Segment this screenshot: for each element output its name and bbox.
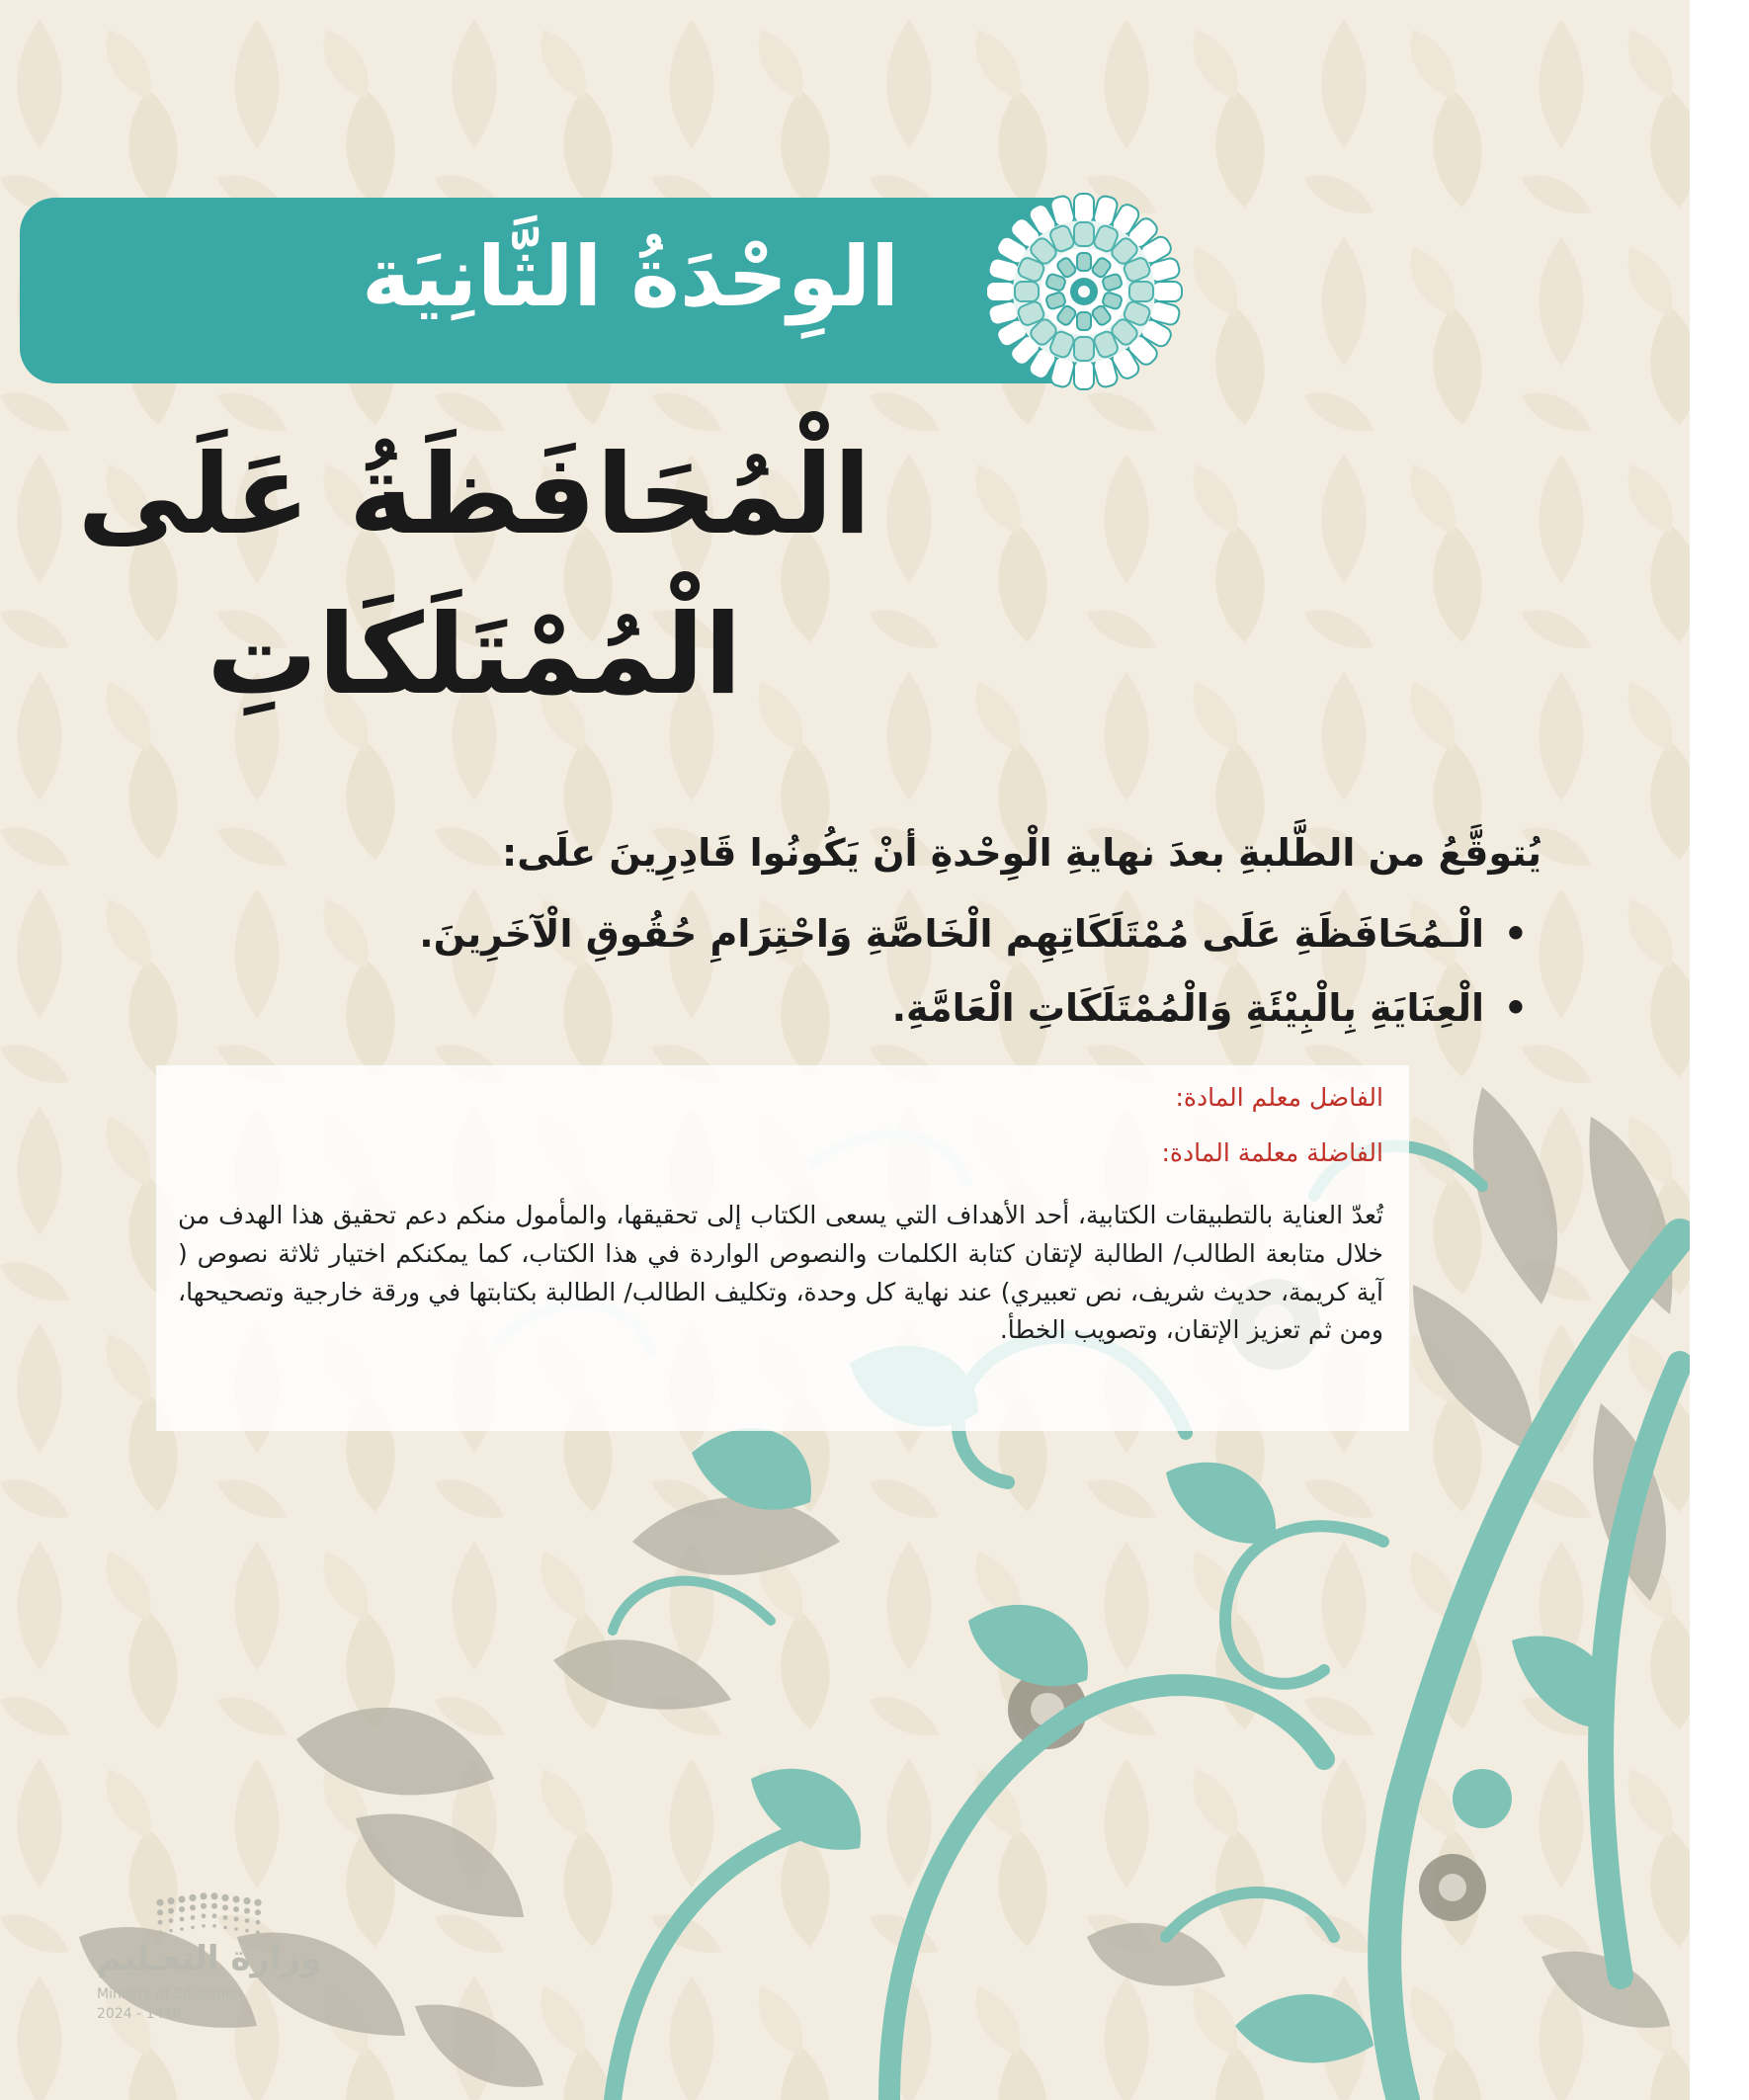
note-body: تُعدّ العناية بالتطبيقات الكتابية، أحد الأهداف التي يسعى الكتاب إلى تحقيقها، والمأمول منكم دعم تحقيق هذا الهدف من خلال متابعة الطالب/ الطالبة لإتقان كتابة الكلمات والنصوص الواردة في هذا الكتاب، كما يمكنكم اختيار ثلاثة نصوص ( آية كريمة، حديث شريف، نص تعبيري) عند نهاية كل وحدة، وتكليف الطالب/ الطالبة بكتابتها في ورقة خارجية وتصحيحها، ومن ثم تعزيز الإتقان، وتصويب الخطأ. (178, 1201, 1383, 1345)
emblem-dot (211, 1903, 217, 1909)
emblem-dot (212, 1913, 217, 1918)
emblem-dot (254, 1899, 261, 1906)
rosette-petal (1074, 337, 1094, 361)
objectives-list (109, 907, 1541, 1036)
emblem-dot (202, 1924, 206, 1928)
emblem-dot (180, 1927, 184, 1931)
emblem-dot (256, 1930, 260, 1934)
emblem-dot (212, 1924, 216, 1928)
bullet-icon: • (1503, 912, 1528, 956)
emblem-dot (190, 1904, 196, 1910)
emblem-dot (200, 1892, 207, 1899)
emblem-dot (157, 1909, 163, 1915)
emblem-dot (180, 1917, 185, 1922)
rosette-petal (1077, 253, 1091, 271)
emblem-dot (168, 1908, 174, 1914)
emblem-dot (223, 1915, 228, 1920)
lesson-title-line-2: الْمُمْتَلَكَاتِ (207, 591, 742, 720)
ministry-emblem-icon (152, 1888, 271, 1937)
note-label-teacher-male: الفاضل معلم المادة: (1175, 1083, 1383, 1112)
emblem-dot (210, 1892, 217, 1899)
emblem-dot (222, 1904, 228, 1910)
emblem-dot (201, 1903, 207, 1909)
emblem-dot (245, 1929, 249, 1933)
rosette-petal (1077, 312, 1091, 330)
note-label-teacher-female: الفاضلة معلمة المادة: (1161, 1137, 1383, 1167)
emblem-dot (234, 1927, 238, 1931)
emblem-dot (233, 1906, 239, 1912)
emblem-dot (223, 1926, 227, 1930)
rosette-petal (1074, 194, 1094, 223)
lesson-title-line-1: الْمُحَافَظَةُ عَلَى (77, 431, 872, 559)
emblem-dot (158, 1930, 162, 1934)
rosette-ornament-icon (980, 188, 1188, 395)
rosette-petal (1015, 282, 1039, 301)
ministry-name-ar: وزارة التعـليم (97, 1939, 322, 1978)
learning-objectives (109, 825, 1541, 1055)
ministry-year: 2024 - 1446 (97, 2006, 182, 2022)
emblem-dot (191, 1915, 196, 1920)
emblem-dot (256, 1920, 261, 1925)
emblem-dot (189, 1894, 196, 1901)
emblem-dot (179, 1906, 185, 1912)
emblem-dot (156, 1899, 163, 1906)
emblem-dot (178, 1895, 185, 1902)
emblem-dot (243, 1897, 250, 1904)
objective-text: الْعِنَايَةِ بِالْبِيْئَةِ وَالْمُمْتَلَكَاتِ الْعَامَّةِ. (891, 986, 1484, 1031)
rosette-petal (1152, 282, 1182, 301)
emblem-dot (169, 1929, 173, 1933)
emblem-dot (167, 1897, 174, 1904)
objective-text: الْـمُحَافَظَةِ عَلَى مُمْتَلَكَاتِهِم الْخَاصَّةِ وَاحْتِرَامِ حُقُوقِ الْآخَرِينَ. (419, 912, 1484, 956)
rosette-petal (986, 282, 1016, 301)
rosette-petal (1074, 222, 1094, 246)
unit-banner (20, 198, 1067, 383)
emblem-dot (232, 1895, 239, 1902)
objective-item (109, 907, 1528, 962)
emblem-dot (202, 1913, 207, 1918)
emblem-dot (169, 1918, 174, 1923)
emblem-dot (244, 1908, 250, 1914)
emblem-dot (158, 1920, 163, 1925)
unit-title: الوِحْدَةُ الثَّانِيَة (362, 228, 899, 325)
emblem-dot (221, 1894, 228, 1901)
bullet-icon: • (1503, 986, 1528, 1031)
rosette-petal (1129, 282, 1153, 301)
objectives-intro: يُتوقَّعُ من الطَّلبةِ بعدَ نهايةِ الْوِحْدةِ أنْ يَكُونُوا قَادِرِينَ علَى: (502, 831, 1541, 875)
ministry-name-en: Ministry of Education (97, 1986, 243, 2002)
teacher-note-box (156, 1065, 1409, 1431)
emblem-dot (245, 1918, 250, 1923)
emblem-dot (255, 1909, 261, 1915)
objective-item (109, 981, 1528, 1036)
ministry-logo (87, 1888, 322, 2026)
rosette-petal (1074, 360, 1094, 389)
emblem-dot (234, 1917, 239, 1922)
lesson-title (30, 415, 919, 736)
emblem-dot (191, 1926, 195, 1930)
